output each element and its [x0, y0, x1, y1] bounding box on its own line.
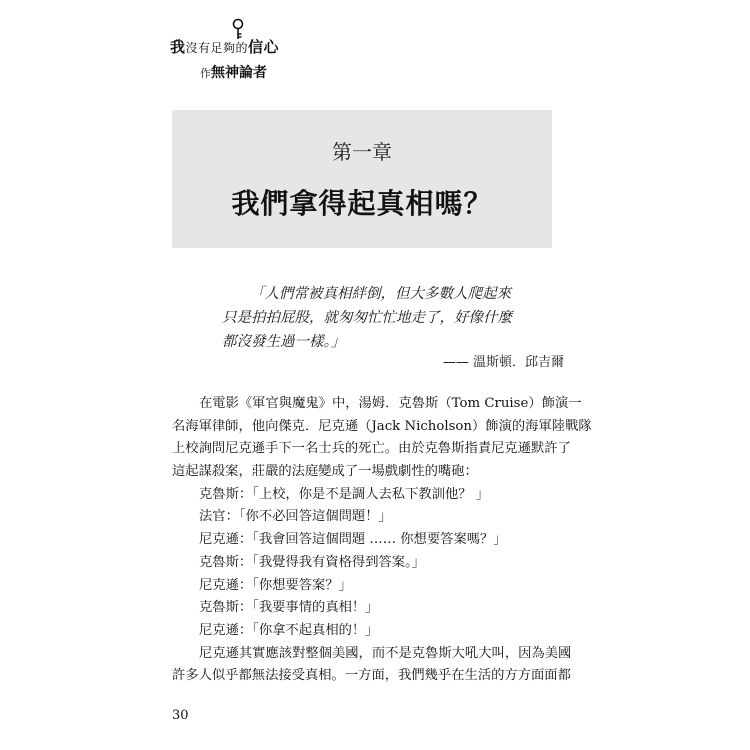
dialogue-line: 法官：「你不必回答這個問題！」: [199, 509, 392, 525]
chapter-heading-box: [172, 110, 552, 248]
epigraph-line: 「人們常被真相絆倒，但大多數人爬起來: [250, 286, 511, 302]
dialogue-line: 克魯斯：「我覺得我有資格得到答案。」: [199, 554, 426, 570]
book-title: [170, 36, 279, 57]
page-number: 30: [172, 708, 189, 723]
body-line: 上校詢問尼克遜手下一名士兵的死亡。由於克魯斯指責尼克遜默許了: [172, 441, 571, 457]
dialogue-line: 克魯斯：「上校，你是不是調人去私下教訓他？ 」: [199, 486, 490, 502]
body-line: 名海軍律師，他向傑克．尼克遜（Jack Nicholson）飾演的海軍陸戰隊: [172, 418, 592, 434]
epigraph: [222, 282, 562, 354]
epigraph-line: 只是拍拍屁股，就匆匆忙忙地走了，好像什麼: [222, 310, 512, 326]
body-line: 尼克遜其實應該對整個美國，而不是克魯斯大吼大叫，因為美國: [199, 645, 572, 661]
body-line: 許多人似乎都無法接受真相。一方面，我們幾乎在生活的方方面面都: [172, 668, 571, 684]
book-title-main: 我: [170, 38, 186, 56]
dialogue-line: 尼克遜：「你想要答案？」: [199, 577, 352, 593]
dialogue-line: 尼克遜：「你拿不起真相的！」: [199, 622, 379, 638]
book-subtitle-main: 無神論者: [211, 65, 267, 81]
running-head: [170, 22, 320, 82]
epigraph-line: 都沒發生過一樣。」: [222, 334, 346, 350]
book-subtitle-small: 作: [200, 67, 211, 80]
chapter-label: 第一章: [332, 140, 392, 164]
epigraph-attribution: —— 溫斯頓．邱吉爾: [442, 355, 564, 370]
body-line: 這起謀殺案，莊嚴的法庭變成了一場戲劇性的嘴砲：: [172, 464, 478, 480]
book-subtitle: [200, 62, 267, 82]
key-icon: [230, 18, 246, 40]
body-text: [172, 393, 592, 688]
dialogue-line: 克魯斯：「我要事情的真相！」: [199, 600, 379, 616]
dialogue-line: 尼克遜：「我會回答這個問題 …… 你想要答案嗎？」: [199, 532, 507, 548]
book-title-small: 沒有足夠的: [185, 41, 249, 55]
book-title-end: 信心: [248, 38, 280, 56]
chapter-title: 我們拿得起真相嗎？: [231, 187, 493, 220]
body-line: 在電影《軍官與魔鬼》中，湯姆．克魯斯（Tom Cruise）飾演一: [199, 396, 582, 411]
